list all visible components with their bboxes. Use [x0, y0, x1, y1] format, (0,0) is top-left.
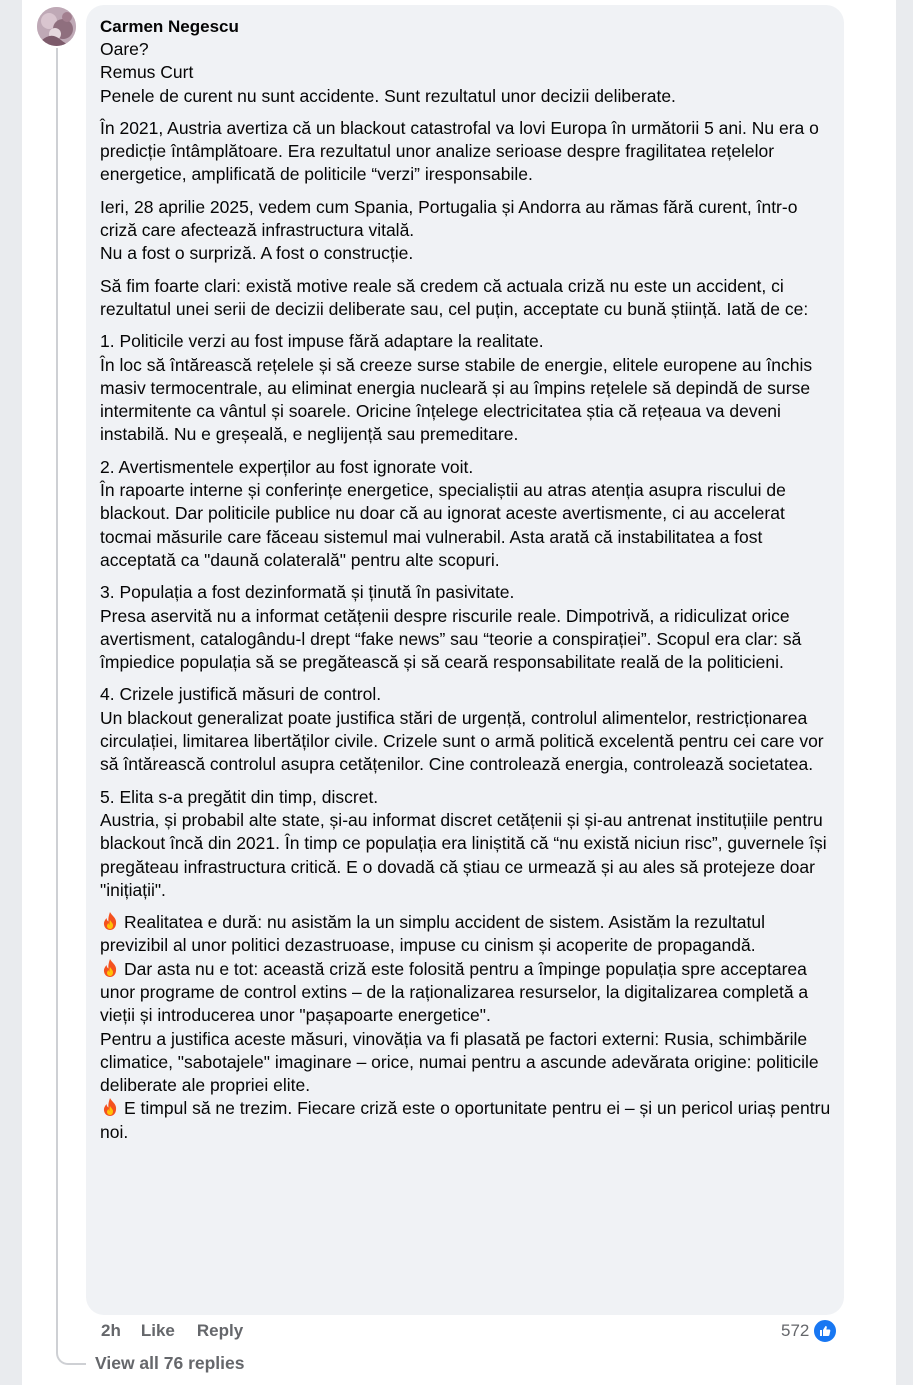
- like-reaction-badge: [812, 1318, 838, 1344]
- comment-paragraph: Să fim foarte clari: există motive reale să credem că actuala criză nu este un accident, ci rezultatul unei serii de decizii deliberate sau, cel puțin, acceptate cu bună știință. Iată de ce:: [100, 275, 809, 319]
- comment-actions: [101, 1319, 265, 1343]
- avatar-image: [37, 7, 76, 46]
- point-body: Austria, și probabil alte state, și-au informat discret cetățenii și și-au antrenat instituțiile pentru blackout încă din 2021. În timp ce populația era liniștită că “nu există niciun risc”, guvernele își pregăteau infrastructura critică. E o dovadă că știau ce urmează și au ales să protejeze doar "inițiații".: [100, 809, 827, 900]
- comment-bubble: [86, 5, 844, 1315]
- plain-line: Pentru a justifica aceste măsuri, vinovăția va fi plasată pe factori externi: Rusia, schimbările climatice, "sabotajele" imaginare – orice, numai pentru a ascunde adevărata origine: politicile deliberate ale propriei elite.: [100, 1028, 819, 1096]
- point-heading: 1. Politicile verzi au fost impuse fără adaptare la realitate.: [100, 331, 544, 352]
- comment-conclusion: [100, 911, 832, 1144]
- fire-line-text: Realitatea e dură: nu asistăm la un simplu accident de sistem. Asistăm la rezultatul previzibil al unor politici dezastruoase, impuse cu cinism și acoperite de propagandă.: [100, 912, 766, 956]
- comment-point: [100, 786, 832, 902]
- point-heading: 4. Crizele justifică măsuri de control.: [100, 684, 382, 705]
- fire-line-text: Dar asta nu e tot: această criză este folosită pentru a împinge populația spre acceptarea unor programe de control extins – de la raționalizarea resurselor, la digitalizarea completă a vieții și introducerea unor "pașapoarte energetice".: [100, 958, 809, 1026]
- fire-line: [100, 958, 832, 1028]
- fire-line: [100, 1097, 832, 1144]
- comment-point: [100, 330, 832, 446]
- fire-emoji-icon: [100, 911, 120, 931]
- reply-thread-connector: [56, 48, 86, 1365]
- paragraph-line: Ieri, 28 aprilie 2025, vedem cum Spania, Portugalia și Andorra au rămas fără curent, într-o criză care afectează infrastructura vitală.: [100, 196, 798, 241]
- comment-point: [100, 581, 832, 674]
- reaction-count: 572: [781, 1321, 810, 1340]
- point-heading: 3. Populația a fost dezinformată și ținută în pasivitate.: [100, 582, 515, 603]
- intro-line: Penele de curent nu sunt accidente. Sunt rezultatul unor decizii deliberate.: [100, 85, 676, 106]
- comment-point: [100, 683, 832, 776]
- avatar[interactable]: [37, 7, 76, 46]
- like-button[interactable]: Like: [140, 1321, 175, 1340]
- fire-line-text: E timpul să ne trezim. Fiecare criză este o oportunitate pentru ei – și un pericol uriaș pentru noi.: [100, 1098, 831, 1142]
- reply-button[interactable]: Reply: [196, 1321, 244, 1340]
- point-heading: 2. Avertismentele experților au fost ignorate voit.: [100, 456, 474, 477]
- point-body: Presa aservită nu a informat cetățenii despre riscurile reale. Dimpotrivă, a ridiculizat orice avertisment, catalogându-l drept “fake news” sau “teorie a conspirației”. Scopul era clar: să împiedice populația să se pregătească și să ceară responsabilitate reală de la politicieni.: [100, 605, 802, 673]
- comment-paragraph: În 2021, Austria avertiza că un blackout catastrofal va lovi Europa în următorii 5 ani. Nu era o predicție întâmplătoare. Era rezultatul unor analize serioase despre fragilitatea rețelelor energetice, amplificată de politicile “verzi” iresponsabile.: [100, 117, 819, 185]
- fire-emoji-icon: [100, 1097, 120, 1117]
- intro-line: Oare?: [100, 39, 149, 59]
- comment-intro: [100, 38, 832, 108]
- view-all-replies-link[interactable]: View all 76 replies: [95, 1353, 245, 1373]
- comment-timestamp[interactable]: 2h: [101, 1321, 121, 1340]
- point-heading: 5. Elita s-a pregătit din timp, discret.: [100, 786, 379, 807]
- intro-line: Remus Curt: [100, 62, 194, 83]
- comment-point: [100, 456, 832, 572]
- point-body: În loc să întărească rețelele și să creeze surse stabile de energie, elitele europene au închis masiv termocentrale, au eliminat energia nucleară și au împins rețelele să depindă de surse intermitente ca vântul și soarele. Oricine înțelege electricitatea știa că rețeaua va deveni instabilă. Nu e greșeală, e neglijență sau premeditare.: [100, 354, 813, 445]
- fire-emoji-icon: [100, 958, 120, 978]
- point-body: În rapoarte interne și conferințe energetice, specialiștii au atras atenția asupra riscului de blackout. Dar politicile publice nu doar că au ignorat aceste avertismente, ci au accelerat tocmai măsurile care făceau sistemul mai vulnerabil. Asta arată că instabilitatea a fost acceptată ca "daună colaterală" pentru alte scopuri.: [100, 480, 786, 570]
- comment-author[interactable]: Carmen Negescu: [100, 17, 239, 36]
- point-body: Un blackout generalizat poate justifica stări de urgență, controlul alimentelor, restricționarea circulației, limitarea libertăților civile. Crizele sunt o armă politică excelentă pentru cei care vor să întărească controlul asupra cetățenilor. Cine controlează energia, controlează societatea.: [100, 707, 824, 775]
- comment-body: [100, 38, 832, 1144]
- fire-line: [100, 911, 832, 958]
- thumbs-up-icon: [819, 1325, 831, 1337]
- paragraph-line: Nu a fost o surpriză. A fost o construcție.: [100, 243, 414, 264]
- reaction-summary[interactable]: [781, 1319, 838, 1343]
- comment-paragraph: [100, 196, 832, 266]
